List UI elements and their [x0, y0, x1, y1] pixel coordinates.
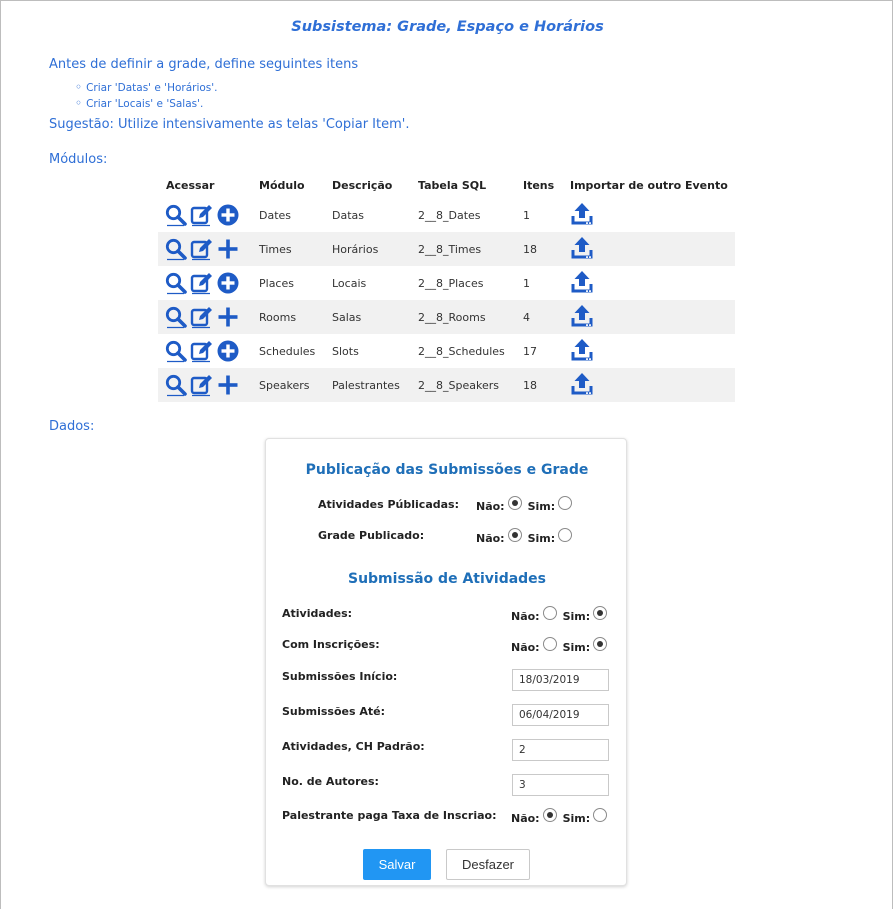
activities-published-radio-group: [476, 499, 578, 513]
access-cell: [158, 368, 251, 402]
module-cell: Dates: [259, 208, 292, 222]
sql-table-cell: 2__8_Speakers: [418, 378, 499, 392]
edit-icon[interactable]: [190, 271, 214, 295]
activities-no-radio[interactable]: [543, 606, 557, 620]
module-cell: Rooms: [259, 310, 297, 324]
import-cell: [562, 266, 735, 300]
authors-count-input[interactable]: 3: [512, 774, 609, 796]
description-cell: Slots: [332, 344, 359, 358]
submissions-end-input[interactable]: 06/04/2019: [512, 704, 609, 726]
undo-button[interactable]: Desfazer: [446, 849, 530, 880]
enrollments-label: Com Inscrições:: [282, 638, 380, 651]
activities-published-no-radio[interactable]: [508, 496, 522, 510]
no-option-label: Não:: [476, 499, 505, 513]
grade-published-label: Grade Publicado:: [318, 529, 425, 542]
default-ch-label: Atividades, CH Padrão:: [282, 740, 425, 753]
list-item: ◦ Criar 'Datas' e 'Horários'.: [75, 79, 218, 95]
prerequisite-list: [75, 79, 218, 111]
table-row: [158, 266, 735, 300]
modules-table: [158, 172, 735, 402]
sql-table-cell: 2__8_Rooms: [418, 310, 486, 324]
import-cell: [562, 334, 735, 368]
no-option-label: Não:: [511, 811, 540, 825]
table-row: [158, 300, 735, 334]
table-header-row: [158, 172, 735, 198]
access-cell: [158, 266, 251, 300]
access-cell: [158, 232, 251, 266]
column-header-items: Itens: [523, 178, 555, 192]
add-circle-icon[interactable]: [216, 339, 240, 363]
upload-icon[interactable]: [570, 236, 594, 260]
yes-option-label: Sim:: [562, 640, 591, 654]
speaker-fee-no-radio[interactable]: [543, 808, 557, 822]
speaker-fee-radio-group: [511, 811, 613, 825]
yes-option-label: Sim:: [527, 499, 556, 513]
activities-yes-radio[interactable]: [593, 606, 607, 620]
items-cell: 1: [523, 276, 530, 290]
enrollments-radio-group: [511, 640, 613, 654]
items-cell: 18: [523, 378, 537, 392]
activities-published-yes-radio[interactable]: [558, 496, 572, 510]
speaker-fee-yes-radio[interactable]: [593, 808, 607, 822]
no-option-label: Não:: [511, 640, 540, 654]
publication-section-title: Publicação das Submissões e Grade: [305, 462, 589, 478]
search-icon[interactable]: [164, 339, 188, 363]
sql-table-cell: 2__8_Times: [418, 242, 482, 256]
activities-radio-group: [511, 609, 613, 623]
activities-published-label: Atividades Públicadas:: [318, 498, 459, 511]
import-cell: [562, 368, 735, 402]
submissions-end-label: Submissões Até:: [282, 705, 385, 718]
items-cell: 1: [523, 208, 530, 222]
column-header-sql-table: Tabela SQL: [418, 178, 487, 192]
data-heading: Dados:: [49, 419, 95, 434]
items-cell: 4: [523, 310, 530, 324]
module-cell: Times: [259, 242, 292, 256]
yes-option-label: Sim:: [562, 609, 591, 623]
items-cell: 17: [523, 344, 537, 358]
table-row: [158, 232, 735, 266]
add-icon[interactable]: [216, 237, 240, 261]
edit-icon[interactable]: [190, 237, 214, 261]
edit-icon[interactable]: [190, 305, 214, 329]
grade-published-yes-radio[interactable]: [558, 528, 572, 542]
import-cell: [562, 198, 735, 232]
search-icon[interactable]: [164, 305, 188, 329]
sql-table-cell: 2__8_Places: [418, 276, 484, 290]
sql-table-cell: 2__8_Schedules: [418, 344, 505, 358]
submission-section-title: Submissão de Atividades: [347, 571, 547, 587]
edit-icon[interactable]: [190, 203, 214, 227]
description-cell: Salas: [332, 310, 362, 324]
module-cell: Schedules: [259, 344, 316, 358]
access-cell: [158, 198, 251, 232]
enrollments-yes-radio[interactable]: [593, 637, 607, 651]
modules-heading: Módulos:: [49, 152, 108, 167]
description-cell: Palestrantes: [332, 378, 400, 392]
table-row: [158, 198, 735, 232]
search-icon[interactable]: [164, 237, 188, 261]
default-ch-input[interactable]: 2: [512, 739, 609, 761]
intro-text: Antes de definir a grade, define seguintes itens: [49, 57, 359, 72]
description-cell: Locais: [332, 276, 367, 290]
yes-option-label: Sim:: [562, 811, 591, 825]
items-cell: 18: [523, 242, 537, 256]
sql-table-cell: 2__8_Dates: [418, 208, 481, 222]
authors-count-label: No. de Autores:: [282, 775, 379, 788]
upload-icon[interactable]: [570, 338, 594, 362]
description-cell: Datas: [332, 208, 364, 222]
upload-icon[interactable]: [570, 270, 594, 294]
upload-icon[interactable]: [570, 372, 594, 396]
settings-form: [265, 438, 627, 886]
modules-table-body: [158, 198, 735, 402]
import-cell: [562, 232, 735, 266]
yes-option-label: Sim:: [527, 531, 556, 545]
column-header-access: Acessar: [166, 178, 215, 192]
module-cell: Speakers: [259, 378, 310, 392]
submissions-start-label: Submissões Início:: [282, 670, 398, 683]
upload-icon[interactable]: [570, 304, 594, 328]
table-row: [158, 334, 735, 368]
search-icon[interactable]: [164, 373, 188, 397]
import-cell: [562, 300, 735, 334]
search-icon[interactable]: [164, 271, 188, 295]
submissions-start-input[interactable]: 18/03/2019: [512, 669, 609, 691]
table-row: [158, 368, 735, 402]
add-icon[interactable]: [216, 305, 240, 329]
access-cell: [158, 334, 251, 368]
no-option-label: Não:: [476, 531, 505, 545]
column-header-description: Descrição: [332, 178, 393, 192]
edit-icon[interactable]: [190, 339, 214, 363]
add-icon[interactable]: [216, 373, 240, 397]
list-item: ◦ Criar 'Locais' e 'Salas'.: [75, 95, 218, 111]
speaker-fee-label: Palestrante paga Taxa de Inscriao:: [282, 809, 497, 822]
access-cell: [158, 300, 251, 334]
grade-published-no-radio[interactable]: [508, 528, 522, 542]
upload-icon[interactable]: [570, 202, 594, 226]
page-title: Subsistema: Grade, Espaço e Horários: [291, 19, 604, 35]
add-circle-icon[interactable]: [216, 271, 240, 295]
save-button[interactable]: Salvar: [363, 849, 431, 880]
module-cell: Places: [259, 276, 294, 290]
suggestion-text: Sugestão: Utilize intensivamente as telas 'Copiar Item'.: [49, 117, 410, 132]
description-cell: Horários: [332, 242, 379, 256]
no-option-label: Não:: [511, 609, 540, 623]
search-icon[interactable]: [164, 203, 188, 227]
enrollments-no-radio[interactable]: [543, 637, 557, 651]
add-circle-icon[interactable]: [216, 203, 240, 227]
activities-label: Atividades:: [282, 607, 353, 620]
grade-published-radio-group: [476, 531, 578, 545]
column-header-import: Importar de outro Evento: [570, 178, 728, 192]
edit-icon[interactable]: [190, 373, 214, 397]
column-header-module: Módulo: [259, 178, 305, 192]
